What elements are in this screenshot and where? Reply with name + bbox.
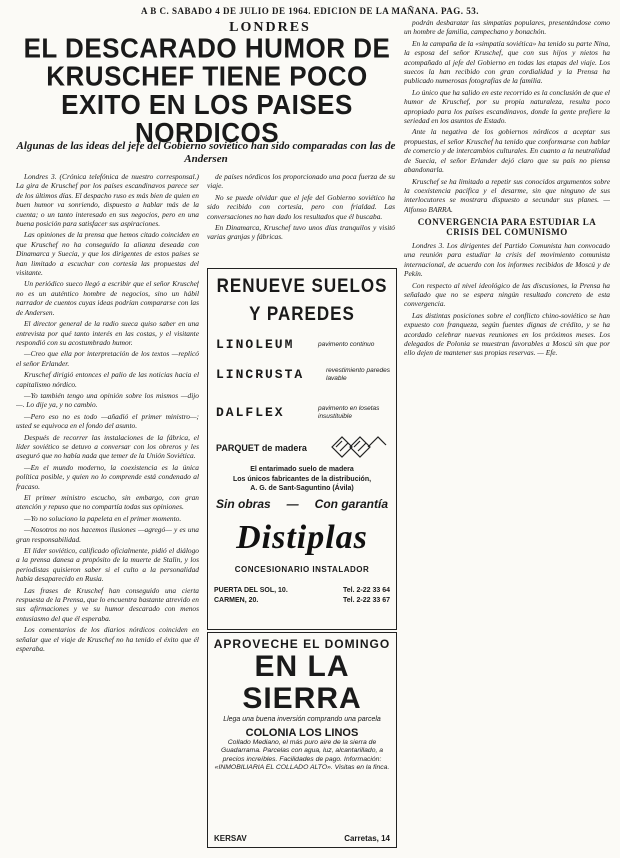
paragraph: El líder soviético, calificado oficialmente, pidió el diálogo a la prensa danesa a propósito de la muerte de Stalin, y los periodistas quisieron saber si el culto a la personalidad había desaparecido en Rusia. xyxy=(16,546,199,584)
phone: Tel. 2-22 33 67 xyxy=(343,597,390,604)
sidebar-headline: CONVERGENCIA PARA ESTUDIAR LA CRISIS DEL COMUNISMO xyxy=(417,217,597,237)
paragraph: Las frases de Kruschef han conseguido una cierta respuesta de la Prensa, que lo encuentra bastante atrevido en sus afirmaciones y ve su humor descarado con menos entusiasmo del que él esperaba. xyxy=(16,585,199,623)
article-headline: EL DESCARADO HUMOR DE KRUSCHEF TIENE POCO EXITO EN LOS PAISES NORDICOS xyxy=(23,31,391,149)
product-name: DALFLEX xyxy=(216,405,285,420)
paragraph: Las distintas posiciones sobre el conflicto chino-soviético se han expuesto con franqueza, según fuentes dignas de crédito, y se ha acordado celebrar nuevas reuniones en los próximos meses. Los delegados de Polonia se muestran favorables a Moscú sin que por ello dejen de mantener sus propias reservas. — Efe. xyxy=(404,310,610,358)
paragraph: Un periódico sueco llegó a escribir que el señor Kruschef no es un auténtico hombre de negocios, sino un hábil narrador de cuentos cuyas ideas podrían compararse con las de Andersen. xyxy=(16,279,199,317)
paragraph: Kruschef se ha limitado a repetir sus conocidos argumentos sobre la coexistencia pacífica y el desarme, sin que ninguno de sus interlocutores se mostrara dispuesto a secundar sus planes. — Alfonso BARRA. xyxy=(404,176,610,214)
paragraph: Las opiniones de la prensa que hemos citado coinciden en que Kruschef no ha conseguido la alianza deseada con Dinamarca y Suecia, y que los dirigentes de estos países se han limitado a escuchar con cortesía las propuestas del visitante. xyxy=(16,230,199,278)
paragraph: de países nórdicos los proporcionado una poca fuerza de su viaje. xyxy=(207,172,395,191)
product-desc: revestimiento paredes lavable xyxy=(326,367,390,382)
advertisement-renueve xyxy=(207,268,397,630)
address-row xyxy=(214,597,390,604)
paragraph: —Yo no soluciono la papeleta en el primer momento. xyxy=(24,513,182,523)
ad-sierra-top: APROVECHE EL DOMINGO xyxy=(213,637,391,651)
article-column-3 xyxy=(404,18,610,848)
paragraph: —En el mundo moderno, la coexistencia es la única política posible, y quien no lo comprende está condenado al fracaso. xyxy=(16,462,199,491)
paragraph: Lo único que ha salido en este recorrido es la conclusión de que el humor de Kruschef, por su propia naturaleza, resulta poco apropiado para los países escandinavos, donde la gente prefiere la seriedad en los asuntos de Estado. xyxy=(404,87,610,126)
article-kicker: LONDRES xyxy=(229,20,311,35)
advertisement-sierra xyxy=(207,632,397,848)
ad-sierra-colony: COLONIA LOS LINOS xyxy=(245,727,359,739)
paragraph: El primer ministro escucho, sin embargo, con gran atención y repuso que no compartía todas sus opiniones. xyxy=(16,493,199,512)
paragraph: No se puede olvidar que el jefe del Gobierno soviético ha sido recibido con cortesía, pero con frialdad. Las conversaciones no han dado los resultados que él buscaba. xyxy=(207,192,395,221)
running-head: A B C. SABADO 4 DE JULIO DE 1964. EDICION DE LA MAÑANA. PAG. 53. xyxy=(140,6,480,16)
address-row xyxy=(214,587,390,594)
distiplas-logo: Distiplas xyxy=(236,519,368,556)
address: CARMEN, 20. xyxy=(214,597,259,604)
ad-title-line-2: Y PAREDES xyxy=(249,302,355,325)
phone: Tel. 2-22 33 64 xyxy=(343,587,390,594)
parquet-tagline: El entarimado suelo de madera xyxy=(250,466,354,473)
maker-line-2: A. G. de Sant-Saguntino (Ávila) xyxy=(250,485,354,492)
firm-address: Carretas, 14 xyxy=(344,834,390,843)
parquet-label: PARQUET de madera xyxy=(216,443,307,453)
ad-title-line-1: RENUEVE SUELOS xyxy=(216,274,388,297)
product-name: LINCRUSTA xyxy=(216,367,305,382)
ad-sierra-body: Collado Mediano, el más puro aire de la sierra de Guadarrama. Parcelas con agua, luz, alcantarillado, a precios increíbles. Facilidades de pago. Información: «INMOBILIARIA EL COLLADO ALTO». Visitas en la finca. xyxy=(214,739,390,772)
guarantee-line xyxy=(216,497,388,511)
product-name: LINOLEUM xyxy=(216,337,295,352)
article-column-2 xyxy=(207,172,395,264)
paragraph: En Dinamarca, Kruschef tuvo unos días tranquilos y visitó varias granjas y fábricas. xyxy=(207,223,395,242)
article-deck: Algunas de las ideas del jefe del Gobierno soviético han sido comparadas con las de Andersen xyxy=(16,140,396,165)
paragraph: Kruschef dirigió entonces el palio de las noticias hacia el capitalismo nórdico. xyxy=(16,370,199,389)
ad-sierra-footer xyxy=(214,834,390,843)
dash: — xyxy=(286,497,299,511)
firm-name: KERSAV xyxy=(214,834,247,843)
paragraph: —Nosotros no nos hacemos ilusiones —agregó— y es una gran responsabilidad. xyxy=(16,525,199,544)
paragraph: Después de recorrer las instalaciones de la fábrica, el líder soviético se detuvo a conversar con los obreros y les aseguró que no había nada que temer de la Unión Soviética. xyxy=(16,432,199,461)
paragraph: podrán desbaratar las simpatías populares, presentándose como un hombre de familia, campechano y bonachón. xyxy=(404,18,610,37)
parquet-pattern-icon xyxy=(328,433,388,461)
article-column-1 xyxy=(16,172,199,848)
paragraph: Ante la negativa de los gobiernos nórdicos a aceptar sus propuestas, el señor Kruschef ha tenido que conformarse con hablar de comercio y de intercambios culturales. En cuanto a la neutralidad de Suecia, el señor Erlander dejó claro que su país no piensa abandonarla. xyxy=(404,127,610,175)
sin-obras-label: Sin obras xyxy=(216,497,271,511)
paragraph: —Yo también tengo una opinión sobre los mismos —dijo—. Lo dije ya, y no cambio. xyxy=(16,390,199,410)
paragraph: Los comentarios de los diarios nórdicos coinciden en señalar que el viaje de Kruschef no ha tenido el éxito que él esperaba. xyxy=(16,625,199,654)
paragraph: —Pero eso no es todo —añadió el primer ministro—; usted se equivoca en el fondo del asunto. xyxy=(16,411,199,431)
paragraph: En la campaña de la «simpatía soviética» ha tenido su parte Nina, la esposa del señor Kruschef, que con sus hijos y nietos ha acompañado al jefe del Gobierno en todas las etapas del viaje. Los suecos la han recibido con gran cordialidad y la Prensa ha publicado numerosas fotografías de la familia. xyxy=(404,38,610,86)
paragraph: Londres 3. Los dirigentes del Partido Comunista han convocado una reunión para estudiar la crisis del movimiento comunista internacional, de acuerdo con los informes recibidos de Moscú y de Pekín. xyxy=(404,240,610,279)
concessionaire-label: CONCESIONARIO INSTALADOR xyxy=(234,565,370,574)
paragraph: Londres 3. (Crónica telefónica de nuestro corresponsal.) La gira de Kruschef por los países escandinavos parece ser de los últimos días. El despacho ruso es más bien de quien en buen humor va sonriendo, dispuesto a hablar más de la cuenta; o un tanto interesado en sus negocios, pero en una buena posición para satisfacer sus aspiraciones. xyxy=(16,172,199,229)
maker-line-1: Los únicos fabricantes de la distribución, xyxy=(232,476,372,483)
product-desc: pavimento en losetas insustituible xyxy=(318,405,380,420)
con-garantia-label: Con garantía xyxy=(314,497,388,511)
paragraph: El director general de la radio sueca quiso saber en una entrevista por qué tanto interés en las costas, y el visitante respondió con su acostumbrado humor. xyxy=(16,319,199,347)
ad-sierra-intro: Llega una buena inversión comprando una parcela xyxy=(223,716,381,723)
product-desc: pavimento continuo xyxy=(318,341,375,348)
ad-sierra-headline: EN LA SIERRA xyxy=(242,650,362,715)
paragraph: —Creo que ella por interpretación de los textos —replicó el señor Erlander. xyxy=(16,349,199,368)
address: PUERTA DEL SOL, 10. xyxy=(214,587,288,594)
paragraph: Con respecto al nivel ideológico de las discusiones, la Prensa ha señalado que no se espera ningún resultado concreto de esta convergencia. xyxy=(404,280,610,309)
